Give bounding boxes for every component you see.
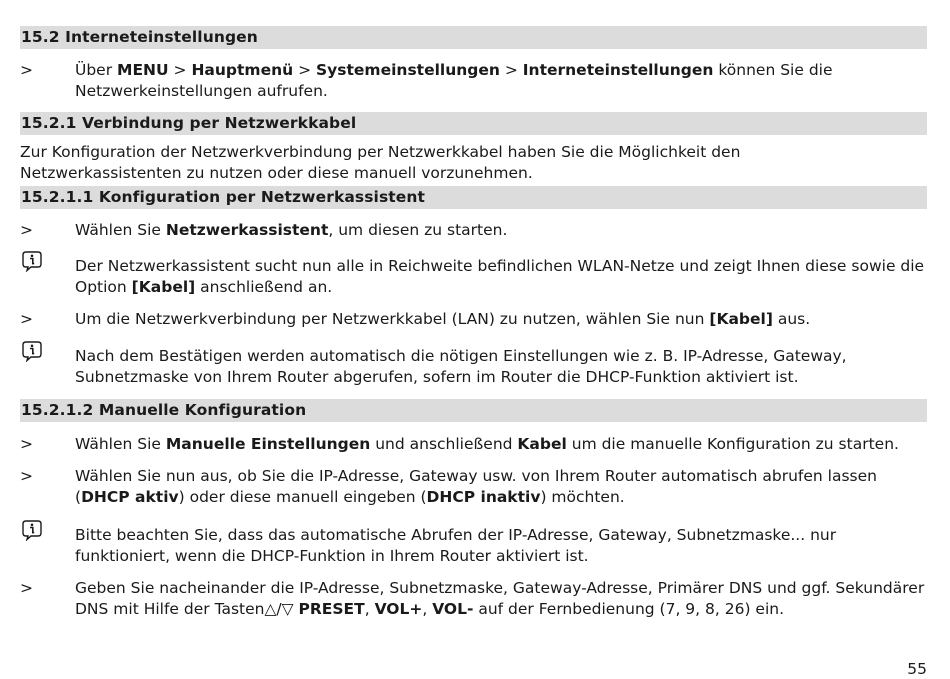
text: Der Netzwerkassistent sucht nun alle in Reichweite befindlichen WLAN-Netze und zeigt Ihnen diese sowie die Option <box>75 257 925 296</box>
dhcp-inaktiv-label: DHCP inaktiv <box>426 488 541 506</box>
bullet-marker: > <box>20 579 33 597</box>
step-dhcp <box>20 466 927 508</box>
intro-paragraph: Zur Konfiguration der Netzwerkverbindung per Netzwerkkabel haben Sie die Möglichkeit den Netzwerkassistenten zu nutzen oder diese manuell vorzunehmen. <box>20 143 741 182</box>
step-kabel <box>20 309 927 330</box>
preset-label: PRESET <box>298 600 365 618</box>
bullet-marker: > <box>20 467 33 485</box>
kabel-label: [Kabel] <box>131 278 196 296</box>
kabel-label: [Kabel] <box>709 310 773 328</box>
info-icon <box>21 519 43 541</box>
info-note-wlan <box>20 256 927 298</box>
step-enter-addresses <box>20 578 927 620</box>
bullet-marker: > <box>20 435 33 453</box>
section-heading-15-2-1-1: 15.2.1.1 Konfiguration per Netzwerkassistent <box>20 186 927 209</box>
text: Über <box>75 61 118 79</box>
up-down-arrow-icon: △/▽ <box>264 600 299 618</box>
text: um die manuelle Konfiguration zu starten. <box>566 435 899 453</box>
text: ) oder diese manuell eingeben ( <box>178 488 427 506</box>
info-icon <box>21 250 43 272</box>
text: Wählen Sie <box>75 435 166 453</box>
page-number: 55 <box>907 660 927 678</box>
bullet-marker: > <box>20 221 33 239</box>
text: Wählen Sie nun aus, ob Sie die IP-Adresse, Gateway usw. von Ihrem Router automatisch abrufen lassen ( <box>75 467 877 506</box>
hauptmenu-label: Hauptmenü <box>191 61 294 79</box>
dhcp-aktiv-label: DHCP aktiv <box>81 488 179 506</box>
systemeinstellungen-label: Systemeinstellungen <box>316 61 500 79</box>
section-heading-15-2-1: 15.2.1 Verbindung per Netzwerkkabel <box>20 112 927 135</box>
text: anschließend an. <box>195 278 333 296</box>
manual-page <box>20 26 927 620</box>
info-icon <box>21 340 43 362</box>
text: Geben Sie nacheinander die IP-Adresse, Subnetzmaske, Gateway-Adresse, Primärer DNS und ggf. Sekundärer DNS mit Hilfe der Tasten <box>75 579 925 618</box>
info-note-automatic <box>20 525 927 567</box>
text: aus. <box>772 310 811 328</box>
separator: > <box>499 61 523 79</box>
vol-plus-label: VOL+ <box>374 600 423 618</box>
kabel-label: Kabel <box>517 435 567 453</box>
text: auf der Fernbedienung (7, 9, 8, 26) ein. <box>473 600 785 618</box>
separator: > <box>293 61 317 79</box>
text: Nach dem Bestätigen werden automatisch die nötigen Einstellungen wie z. B. IP-Adresse, Gateway, Subnetzmaske von Ihrem Router abgerufen, sofern im Router die DHCP-Funktion aktiviert ist. <box>75 347 847 386</box>
comma: , <box>422 600 433 618</box>
step-netzwerkassistent <box>20 220 927 241</box>
info-note-dhcp <box>20 346 927 388</box>
text: ) möchten. <box>540 488 625 506</box>
nav-path-item <box>20 60 927 102</box>
text: Wählen Sie <box>75 221 166 239</box>
menu-label: MENU <box>117 61 169 79</box>
text: Bitte beachten Sie, dass das automatische Abrufen der IP-Adresse, Gateway, Subnetzmaske... nur funktioniert, wenn die DHCP-Funktion in Ihrem Router aktiviert ist. <box>75 526 837 565</box>
manuelle-einstellungen-label: Manuelle Einstellungen <box>165 435 371 453</box>
text: , um diesen zu starten. <box>328 221 508 239</box>
section-heading-15-2-1-2: 15.2.1.2 Manuelle Konfiguration <box>20 399 927 422</box>
interneteinstellungen-label: Interneteinstellungen <box>522 61 714 79</box>
bullet-marker: > <box>20 310 33 328</box>
text: können Sie die Netzwerkeinstellungen aufrufen. <box>75 61 833 100</box>
section-heading-15-2: 15.2 Interneteinstellungen <box>20 26 927 49</box>
separator: > <box>168 61 192 79</box>
netzwerkassistent-label: Netzwerkassistent <box>165 221 329 239</box>
vol-minus-label: VOL- <box>432 600 474 618</box>
bullet-marker: > <box>20 61 33 79</box>
text: und anschließend <box>370 435 518 453</box>
comma: , <box>364 600 375 618</box>
text: Um die Netzwerkverbindung per Netzwerkkabel (LAN) zu nutzen, wählen Sie nun <box>75 310 710 328</box>
step-manuelle-einstellungen <box>20 434 927 455</box>
